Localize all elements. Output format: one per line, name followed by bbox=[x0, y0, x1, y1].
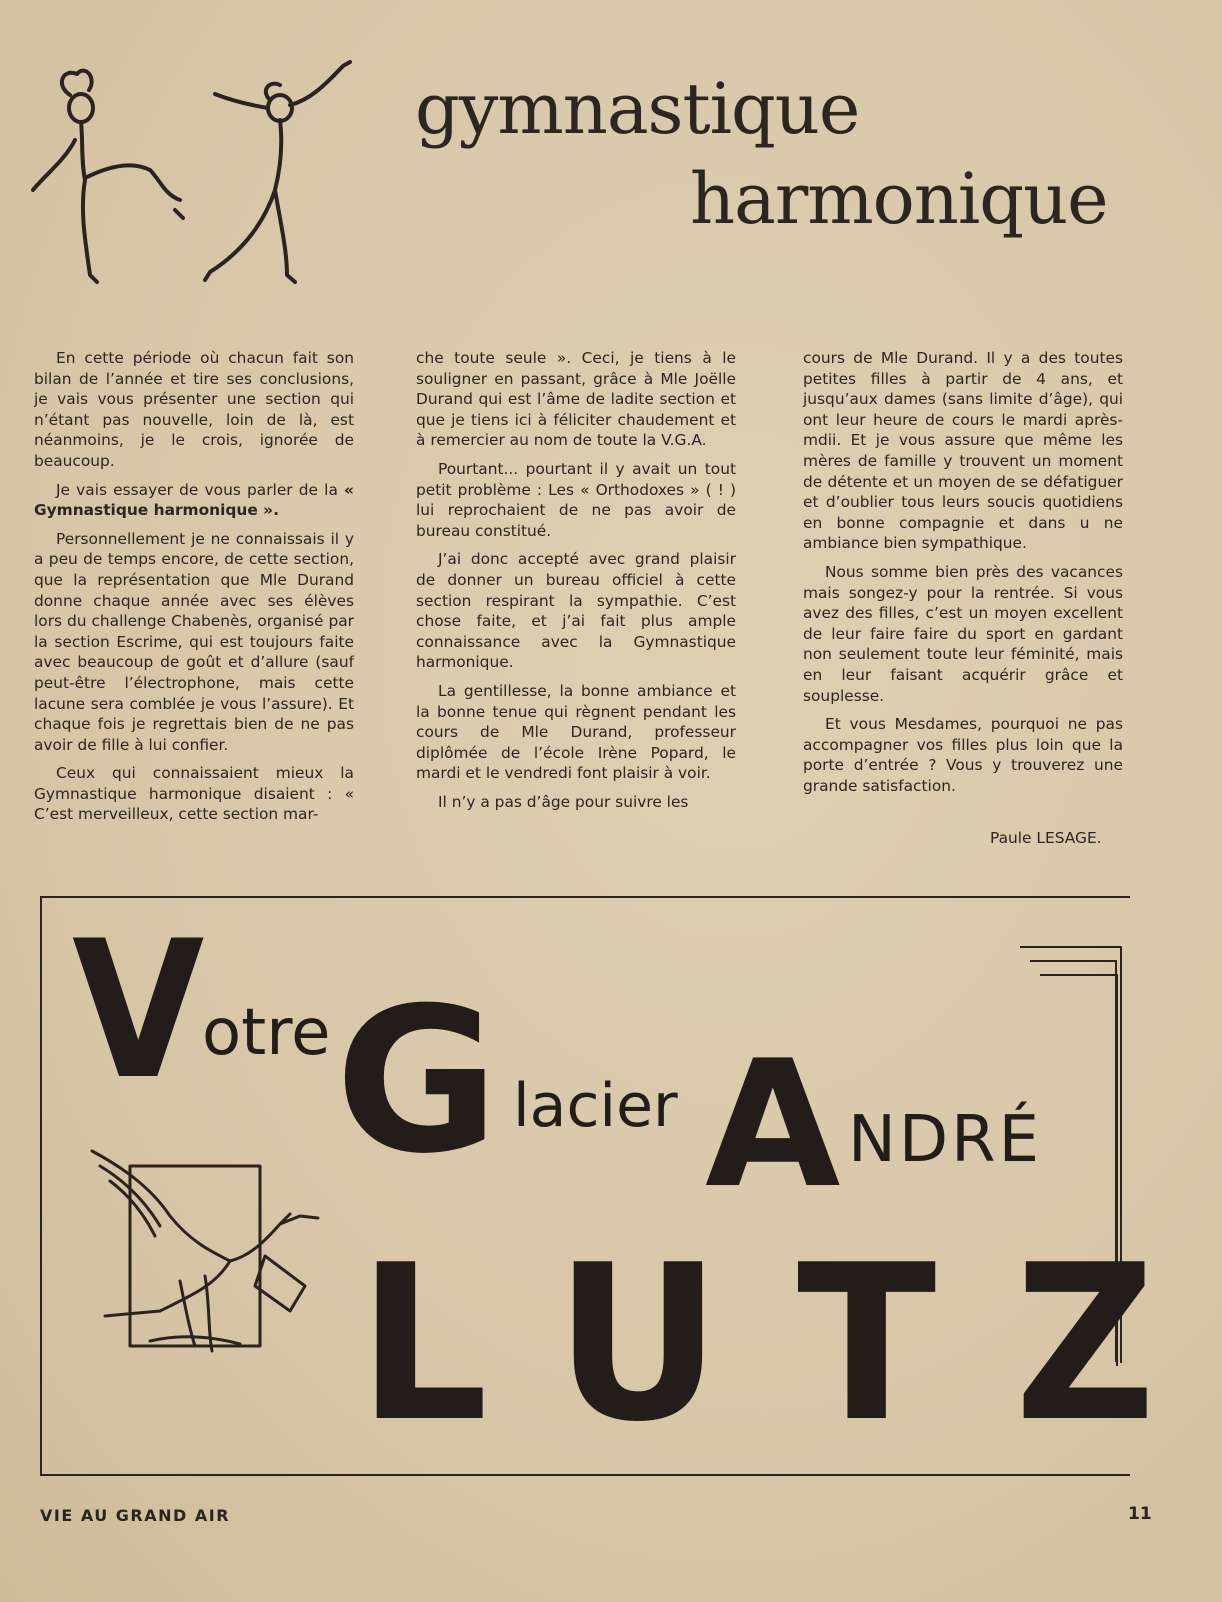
ad-word-lacier: lacier bbox=[513, 1071, 678, 1141]
article-column-1 bbox=[34, 348, 354, 833]
article-column-3 bbox=[803, 348, 1123, 804]
paragraph: Ceux qui connaissaient mieux la Gymnastique harmonique disaient : « C’est merveilleux, cette section mar- bbox=[34, 764, 354, 824]
ad-letter-v: V bbox=[72, 900, 205, 1121]
article-title-line2: harmonique bbox=[690, 158, 1108, 240]
dancers-illustration bbox=[25, 60, 370, 295]
stork-illustration bbox=[90, 1146, 330, 1366]
ad-letter-g: G bbox=[335, 965, 500, 1198]
ad-letter-a: A bbox=[705, 1024, 841, 1227]
paragraph: Nous somme bien près des vacances mais songez-y pour la rentrée. Si vous avez des filles, c’est un moyen excellent de leur faire faire du sport en gardant non seulement toute leur féminité, mais en leur faisant acquérir grâce et souplesse. bbox=[803, 562, 1123, 705]
paragraph: che toute seule ». Ceci, je tiens à le souligner en passant, grâce à Mle Joëlle Durand qui est l’âme de ladite section et que je tiens ici à féliciter chaudement et à remercier au nom de toute la V.G.A. bbox=[416, 349, 736, 450]
paragraph: J’ai donc accepté avec grand plaisir de donner un bureau officiel à cette section respirant la sympathie. C’est chose faite, et j’ai fait plus ample connaissance avec la Gymnastique harmonique. bbox=[416, 550, 736, 672]
section-name: « Gymnastique harmonique ». bbox=[34, 480, 354, 520]
ad-letter-t: T bbox=[797, 1218, 937, 1469]
magazine-name: VIE AU GRAND AIR bbox=[40, 1506, 231, 1525]
paragraph: Il n’y a pas d’âge pour suivre les bbox=[438, 792, 689, 811]
page-number: 11 bbox=[1128, 1504, 1152, 1524]
ad-word-ndre: NDRÉ bbox=[848, 1103, 1043, 1177]
paragraph bbox=[34, 480, 354, 521]
advertisement bbox=[40, 896, 1156, 1476]
paragraph: Personnellement je ne connaissais il y a peu de temps encore, de cette section, que la représentation que Mle Durand donne chaque année avec ses élèves lors du challenge Chabenès, organisé par la section Escrime, qui est toujours faite avec beaucoup de goût et d’allure (sauf peut-être l’électrophone, mais cette lacune sera comblée je vous l’assure). Et chaque fois je regrettais bien de ne pas avoir de fille à lui confier. bbox=[34, 529, 354, 754]
paragraph: Pourtant... pourtant il y avait un tout petit problème : Les « Orthodoxes » ( ! ) lui reprochaient de ne pas avoir de bureau constitué. bbox=[416, 459, 736, 540]
article-column-2 bbox=[416, 348, 736, 820]
paragraph: La gentillesse, la bonne ambiance et la bonne tenue qui règnent pendant les cours de Mle Durand, professeur diplômée de l’école Irène Popard, le mardi et le vendredi font plaisir à voir. bbox=[416, 681, 736, 783]
paragraph: En cette période où chacun fait son bilan de l’année et tire ses conclusions, je vais vous présenter une section qui n’étant pas nouvelle, loin de là, est néanmoins, je le crois, ignorée de beaucoup. bbox=[34, 349, 354, 470]
ad-letter-l: L bbox=[358, 1218, 489, 1469]
ad-letter-z: Z bbox=[1015, 1218, 1156, 1469]
article-title-line1: gymnastique bbox=[415, 68, 860, 150]
ad-letter-u: U bbox=[555, 1218, 721, 1469]
ad-word-otre: otre bbox=[202, 996, 331, 1070]
author-signature: Paule LESAGE. bbox=[990, 829, 1102, 847]
paragraph-text: Je vais essayer de vous parler de la bbox=[56, 480, 338, 499]
paragraph: Et vous Mesdames, pourquoi ne pas accompagner vos filles plus loin que la porte d’entrée ? Vous y trouverez une grande satisfaction. bbox=[803, 715, 1123, 795]
paragraph: cours de Mle Durand. Il y a des toutes petites filles à partir de 4 ans, et jusqu’aux dames (sans limite d’âge), qui ont leur heure de cours le mardi après-mdii. Et je vous assure que même les mères de famille y trouvent un moment de détente et un moyen de se défatiguer et d’oublier tous leurs soucis quotidiens en bonne compagnie et dans u ne ambiance bien sympathique. bbox=[803, 349, 1123, 553]
